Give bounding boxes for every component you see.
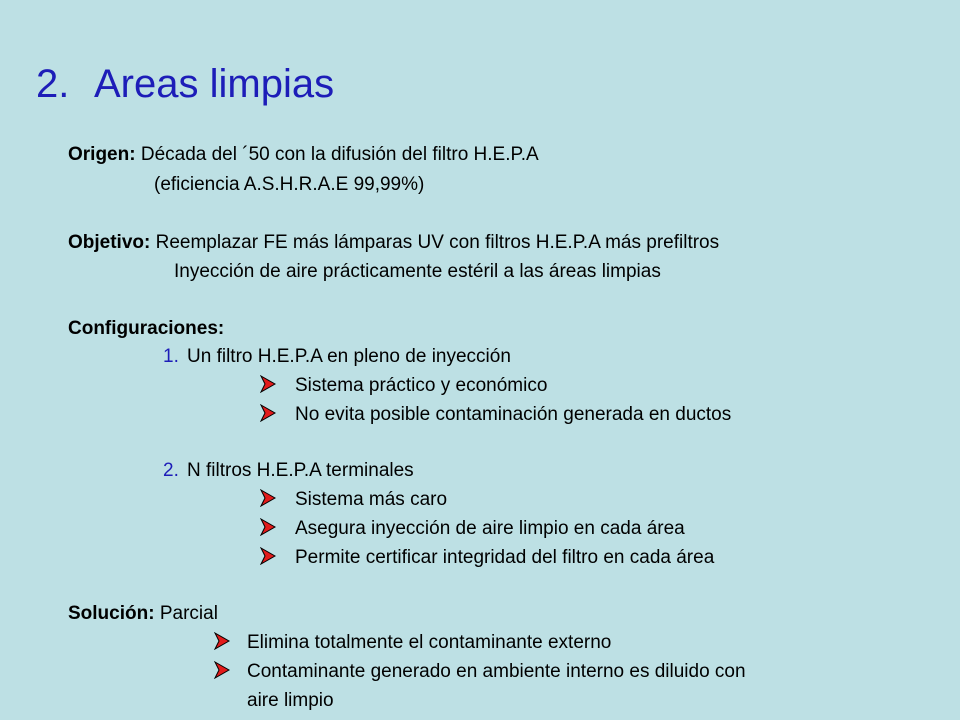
origen-label: Origen: [68,144,136,165]
arrow-bullet-icon [214,661,234,683]
config-item-2-number: 2. [163,460,179,481]
origen-text: Década del ´50 con la difusión del filtro H.E.P.A [135,144,539,165]
objetivo-text: Reemplazar FE más lámparas UV con filtros H.E.P.A más prefiltros [150,232,720,253]
solucion-text: Parcial [154,603,218,624]
solucion-label: Solución: [68,603,155,624]
arrow-bullet-icon [260,489,280,511]
arrow-bullet-icon [214,632,234,654]
solucion-line [68,603,218,625]
config-item-2-bullet: Sistema más caro [295,489,448,510]
objetivo-detail: Inyección de aire prácticamente estéril a las áreas limpias [174,261,661,282]
solucion-bullet: Contaminante generado en ambiente interno es diluido con [247,661,746,682]
origen-detail: (eficiencia A.S.H.R.A.E 99,99%) [154,174,425,195]
title-text: Areas limpias [94,62,335,106]
config-item-2-text: N filtros H.E.P.A terminales [187,460,414,481]
config-item-1-bullet: Sistema práctico y económico [295,375,548,396]
arrow-bullet-icon [260,404,280,426]
objetivo-line [68,232,719,254]
arrow-bullet-icon [260,375,280,397]
solucion-bullet: Elimina totalmente el contaminante externo [247,632,612,653]
title-number: 2. [36,62,70,106]
configuraciones-label: Configuraciones: [68,318,225,339]
config-item-2-bullet: Permite certificar integridad del filtro en cada área [295,547,715,568]
config-item-1-bullet: No evita posible contaminación generada en ductos [295,404,732,425]
config-item-1-number: 1. [163,346,179,367]
config-item-2-bullet: Asegura inyección de aire limpio en cada área [295,518,685,539]
solucion-bullet-continuation: aire limpio [247,690,334,711]
origen-line [68,144,539,166]
objetivo-label: Objetivo: [68,232,151,253]
slide-title [36,62,334,107]
config-item-1 [163,346,511,368]
config-item-1-text: Un filtro H.E.P.A en pleno de inyección [187,346,511,367]
arrow-bullet-icon [260,518,280,540]
arrow-bullet-icon [260,547,280,569]
config-item-2 [163,460,414,482]
